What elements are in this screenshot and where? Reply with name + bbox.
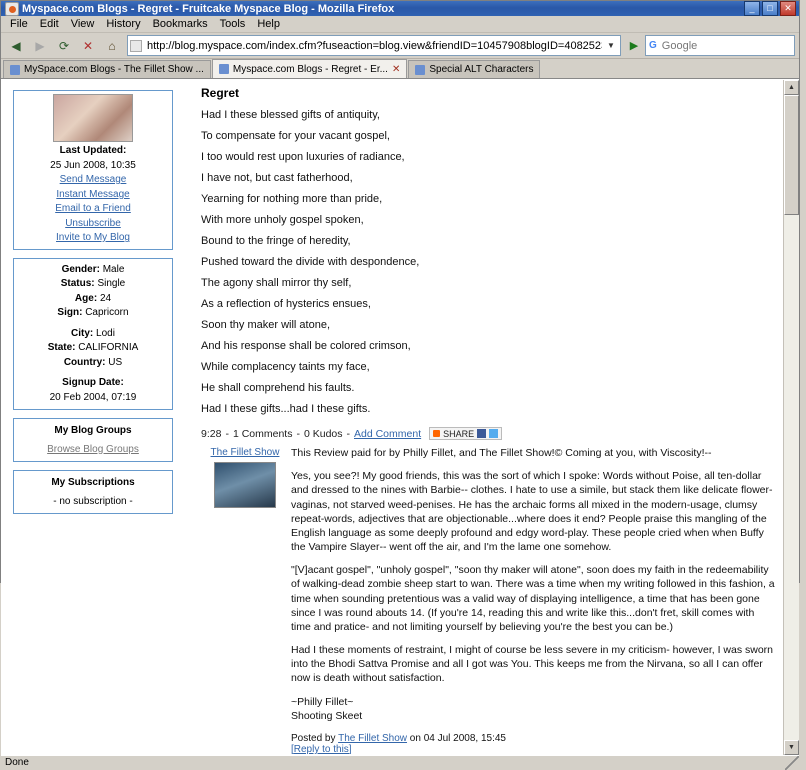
- comment-paragraph: This Review paid for by Philly Fillet, and The Fillet Show!© Coming at you, with Viscosity!--: [291, 447, 712, 459]
- separator: -: [225, 427, 229, 440]
- firefox-icon: [5, 2, 19, 16]
- go-icon[interactable]: ▶: [629, 40, 639, 52]
- menu-bar: [1, 16, 799, 33]
- commenter-thumbnail: [214, 462, 276, 508]
- tab-regret[interactable]: [212, 59, 407, 78]
- status-bar: [1, 755, 799, 770]
- last-updated-label: Last Updated:: [59, 145, 127, 156]
- menu-item-edit[interactable]: Edit: [39, 18, 59, 30]
- detail-label: Sign:: [57, 307, 83, 318]
- separator: -: [346, 427, 350, 440]
- menu-item-help[interactable]: Help: [257, 18, 280, 30]
- last-updated-value: 25 Jun 2008, 10:35: [50, 159, 136, 171]
- poem-line: Yearning for nothing more than pride,: [201, 193, 383, 205]
- comment-posted-line: [291, 733, 775, 755]
- commenter-info: [201, 446, 289, 508]
- blog-post: [173, 86, 783, 755]
- detail-age: [19, 292, 167, 307]
- detail-label: State:: [47, 342, 76, 353]
- window-title: Myspace.com Blogs - Regret - Fruitcake Myspace Blog - Mozilla Firefox: [22, 2, 395, 15]
- post-meta: [201, 427, 775, 440]
- window-controls: [744, 1, 797, 16]
- page-content: [1, 80, 783, 755]
- back-arrow-icon[interactable]: ◀: [11, 38, 21, 53]
- unsubscribe-link[interactable]: Unsubscribe: [65, 217, 121, 229]
- avatar: [53, 94, 133, 142]
- poem-line: Pushed toward the divide with despondence,: [201, 256, 420, 268]
- detail-value: US: [108, 356, 123, 368]
- resize-grip-icon[interactable]: [785, 756, 799, 770]
- title-bar: [1, 1, 799, 16]
- url-input[interactable]: [145, 39, 604, 53]
- tab-label: Myspace.com Blogs - Regret - Er...: [232, 63, 388, 75]
- detail-label: Status:: [60, 278, 95, 289]
- share-bar[interactable]: [429, 427, 502, 440]
- poem-line: Had I these blessed gifts of antiquity,: [201, 109, 380, 121]
- profile-details-panel: [13, 258, 173, 411]
- poem-line: While complacency taints my face,: [201, 361, 370, 373]
- detail-state: [19, 341, 167, 356]
- scroll-down-icon[interactable]: ▼: [784, 740, 799, 755]
- tab-favicon-icon: [219, 64, 229, 74]
- detail-status: [19, 277, 167, 292]
- email-to-friend-link[interactable]: Email to a Friend: [55, 203, 131, 214]
- poem-line: He shall comprehend his faults.: [201, 382, 355, 394]
- detail-label: Age:: [74, 292, 98, 304]
- minimize-button[interactable]: _: [744, 1, 760, 16]
- search-box[interactable]: [645, 35, 795, 56]
- poem-line: I have not, but cast fatherhood,: [201, 172, 353, 184]
- tab-bar: [1, 59, 799, 79]
- subscriptions-empty: - no subscription -: [53, 495, 133, 507]
- invite-to-blog-link[interactable]: Invite to My Blog: [56, 232, 130, 243]
- sidebar: [13, 86, 173, 755]
- detail-gender: [19, 263, 167, 278]
- detail-value: Male: [102, 263, 125, 275]
- menu-item-view[interactable]: View: [70, 18, 95, 30]
- address-bar[interactable]: [127, 35, 621, 56]
- subscriptions-title: My Subscriptions: [51, 477, 135, 488]
- poem-line: The agony shall mirror thy self,: [201, 277, 352, 289]
- detail-signup-date-label: [19, 376, 167, 391]
- chevron-down-icon[interactable]: ▼: [607, 41, 615, 50]
- detail-value: Lodi: [96, 327, 115, 339]
- vertical-scrollbar[interactable]: [783, 80, 799, 755]
- poem-line: I too would rest upon luxuries of radiance,: [201, 151, 405, 163]
- post-time: 9:28: [201, 427, 222, 440]
- poem-line: Soon thy maker will atone,: [201, 319, 331, 331]
- search-input[interactable]: [660, 39, 806, 53]
- scrollbar-thumb[interactable]: [784, 95, 799, 215]
- send-message-link[interactable]: Send Message: [59, 174, 127, 185]
- navigation-toolbar: [1, 33, 799, 59]
- detail-country: [19, 356, 167, 371]
- tab-special-alt-characters[interactable]: [408, 60, 540, 78]
- comment-paragraph: Had I these moments of restraint, I might of course be less severe in my criticism- however, I was sworn into the Bhodi Sattva Promise and all I got was You. This keeps me from the Nirvana, so all I can offer now is death without satisfaction.: [291, 644, 774, 685]
- menu-item-bookmarks[interactable]: Bookmarks: [152, 18, 208, 30]
- detail-signup-date-value: 20 Feb 2004, 07:19: [49, 391, 137, 403]
- blog-groups-title: My Blog Groups: [54, 425, 132, 436]
- detail-value: Single: [97, 278, 126, 289]
- commenter-name-link[interactable]: The Fillet Show: [210, 447, 280, 458]
- status-text: Done: [5, 757, 29, 769]
- favicon-icon: [130, 40, 142, 52]
- posted-prefix: Posted by: [291, 732, 336, 744]
- detail-label: Signup Date:: [62, 377, 124, 388]
- poem-line: And his response shall be colored crimson,: [201, 340, 411, 352]
- tab-close-icon[interactable]: ✕: [391, 63, 401, 75]
- reload-icon[interactable]: ⟳: [58, 38, 70, 53]
- separator: -: [296, 427, 300, 440]
- tab-label: MySpace.com Blogs - The Fillet Show ...: [24, 64, 204, 75]
- detail-sign: [19, 306, 167, 321]
- share-icon: [433, 430, 440, 437]
- detail-value: 24: [99, 292, 112, 304]
- detail-label: City:: [71, 327, 94, 339]
- browse-blog-groups-link[interactable]: Browse Blog Groups: [47, 443, 139, 455]
- poem-line: With more unholy gospel spoken,: [201, 214, 364, 226]
- stop-icon[interactable]: ✕: [82, 38, 94, 53]
- home-icon[interactable]: ⌂: [108, 38, 116, 53]
- tab-favicon-icon: [10, 65, 20, 75]
- reply-to-this-link[interactable]: [Reply to this]: [291, 743, 352, 755]
- poem-line: Bound to the fringe of heredity,: [201, 235, 351, 247]
- comment-paragraph: Yes, you see?! My good friends, this was the sort of which I spoke: Words without Poise, all ten-dollar and dressed to the nines with Barbie-- clothes. I hate to use a simile, but stack them like delicate flower-vaginas, not starved weed-penises. He has the archaic forms all mixed in the modern-usage, clumsy repeat-words, adjectives that are objectionable...where does it end? People praise this mangling of the English language as some deeply profound and edgy word-play. These people cried when when Buffy the Vampire Slayer-- went off the air, and I'm the lame one somehow.: [291, 470, 773, 554]
- detail-label: Country:: [63, 356, 106, 368]
- kudos-count: 0 Kudos: [303, 427, 343, 440]
- detail-value: Capricorn: [85, 307, 129, 318]
- poem-line: Had I these gifts...had I these gifts.: [201, 403, 371, 415]
- menu-item-history[interactable]: History: [106, 18, 141, 30]
- detail-city: [19, 327, 167, 342]
- comment-signature: ~Philly Fillet~: [291, 695, 354, 708]
- page-viewport: [1, 79, 799, 755]
- poem-line: To compensate for your vacant gospel,: [201, 130, 390, 142]
- posted-date: on 04 Jul 2008, 15:45: [409, 732, 506, 744]
- instant-message-link[interactable]: Instant Message: [56, 188, 130, 200]
- scrollbar-track[interactable]: [784, 95, 799, 740]
- share-label: SHARE: [443, 428, 475, 439]
- comment-signature-line2: Shooting Skeet: [291, 709, 363, 722]
- profile-panel: [13, 90, 173, 250]
- tab-fillet-show[interactable]: [3, 60, 211, 78]
- menu-item-file[interactable]: File: [10, 18, 28, 30]
- google-icon: G: [649, 40, 657, 51]
- poem-line: As a reflection of hysterics ensues,: [201, 298, 371, 310]
- tab-favicon-icon: [415, 65, 425, 75]
- forward-arrow-icon[interactable]: ▶: [35, 38, 45, 53]
- detail-label: Gender:: [61, 263, 100, 275]
- posted-author-link[interactable]: The Fillet Show: [338, 732, 408, 744]
- detail-value: CALIFORNIA: [78, 342, 139, 353]
- close-button[interactable]: ✕: [780, 1, 796, 16]
- comment-paragraph: "[V]acant gospel", "unholy gospel", "soon thy maker will atone", soon does my faith in the redeemability of walking-dead zombie sheep start to wan. There was a time when my writing followed in this fashion, a time when sounding pretentious was a valid way of displaying intelligence, a time that has been gone since I was round abouts 14. (If you're 14, reading this and write like this...don't fret, skill comes with time and pratice- and not limiting yourself by believing you're the best you can be.): [291, 564, 775, 633]
- add-comment-link[interactable]: Add Comment: [354, 427, 422, 440]
- scroll-up-icon[interactable]: ▲: [784, 80, 799, 95]
- subscriptions-panel: [13, 470, 173, 514]
- facebook-icon[interactable]: [477, 429, 486, 438]
- maximize-button[interactable]: □: [762, 1, 778, 16]
- blog-groups-panel: [13, 418, 173, 462]
- comment-count: 1 Comments: [232, 427, 293, 440]
- tab-label: Special ALT Characters: [429, 64, 534, 75]
- twitter-icon[interactable]: [489, 429, 498, 438]
- comment-block: [201, 446, 775, 755]
- post-title: Regret: [201, 86, 240, 100]
- menu-item-tools[interactable]: Tools: [219, 18, 246, 30]
